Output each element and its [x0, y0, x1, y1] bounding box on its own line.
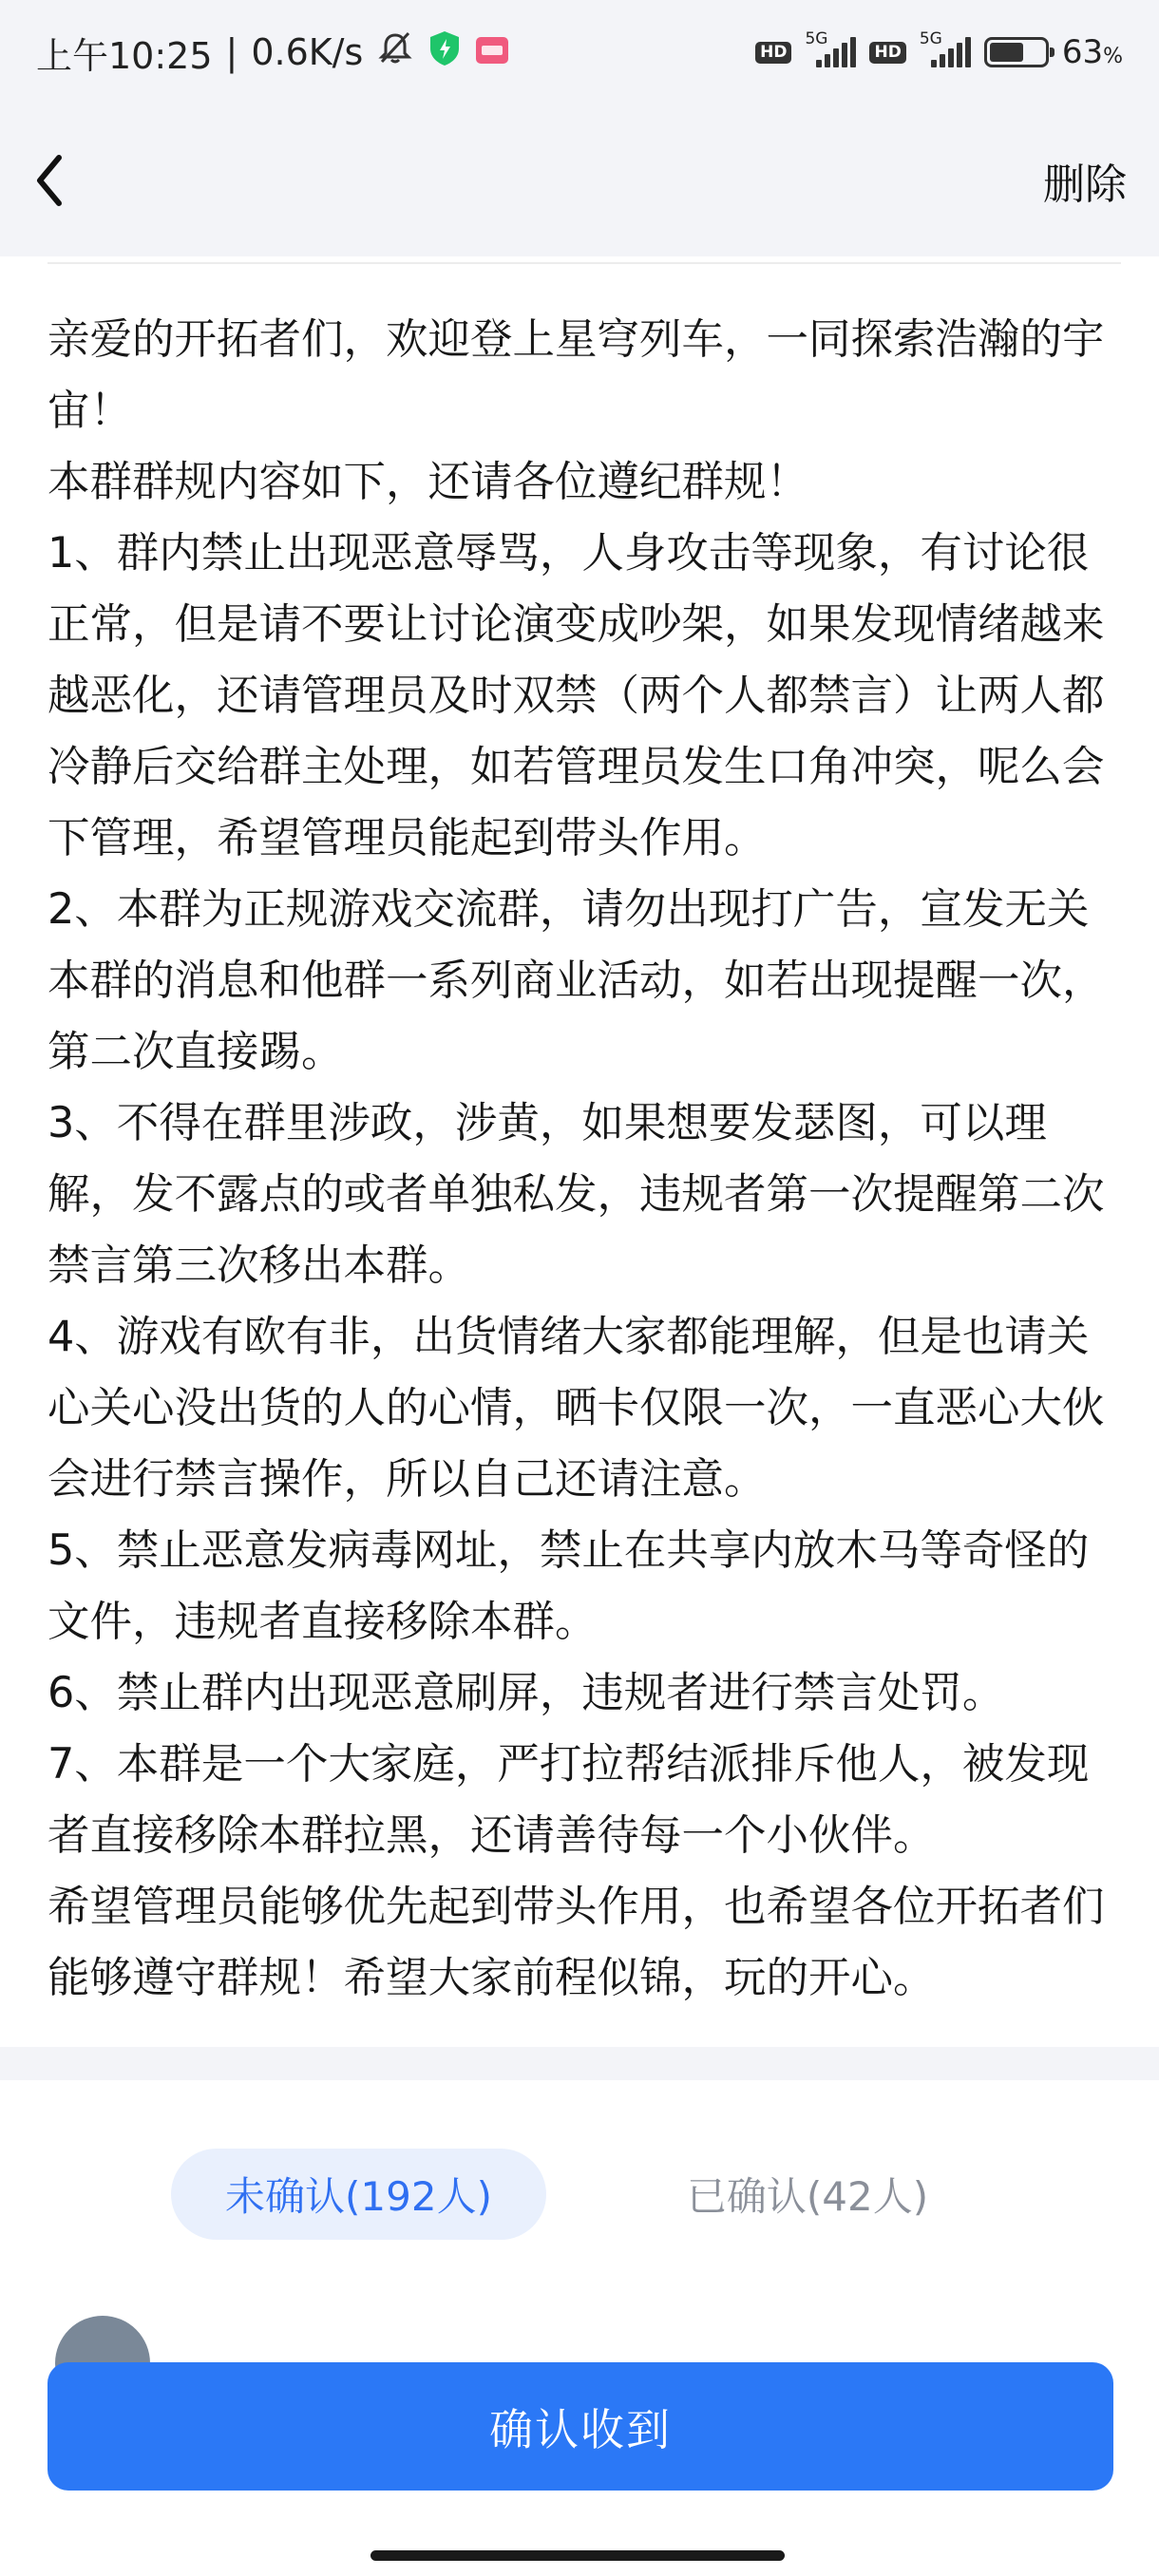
network-type: 5G [919, 29, 942, 48]
hd-badge: HD [869, 42, 905, 64]
hd-badge: HD [755, 42, 791, 64]
top-nav-bar [0, 104, 1159, 256]
tab-confirmed[interactable]: 已确认(42人) [686, 2173, 929, 2220]
chevron-left-icon [30, 152, 68, 209]
network-speed: 0.6K/s [251, 31, 364, 73]
status-bar [0, 0, 1159, 104]
app-badge-icon [475, 31, 509, 73]
clock-time: 上午10:25 [36, 34, 213, 77]
shield-check-icon [428, 29, 462, 76]
tab-unconfirmed[interactable]: 未确认(192人) [171, 2149, 546, 2240]
confirmation-tabs [0, 2149, 1159, 2240]
signal-icon [919, 29, 971, 69]
divider [48, 262, 1121, 264]
network-type: 5G [805, 29, 828, 48]
battery-percent: 63% [1061, 33, 1123, 71]
battery-fill [990, 43, 1023, 62]
delete-button[interactable]: 删除 [1043, 161, 1127, 209]
status-bar-left [36, 27, 509, 79]
signal-icon [805, 29, 856, 69]
back-button[interactable] [21, 142, 78, 218]
battery-icon [984, 37, 1049, 67]
confirm-receipt-button[interactable]: 确认收到 [48, 2362, 1113, 2491]
status-bar-right [755, 29, 1123, 71]
mute-bell-icon [376, 29, 414, 76]
notice-content-card [0, 256, 1159, 2047]
status-separator: | [225, 31, 238, 73]
confirmation-panel [0, 2080, 1159, 2576]
home-indicator[interactable] [370, 2550, 785, 2561]
notice-body-text: 亲爱的开拓者们，欢迎登上星穹列车，一同探索浩瀚的宇宙！ 本群群规内容如下，还请各位遵纪群规！ 1、群内禁止出现恶意辱骂，人身攻击等现象，有讨论很正常，但是请不要让讨论演变成吵架，如果发现情绪越来越恶化，还请管理员及时双禁（两个人都禁言）让两人都冷静后交给群主处理，如若管理员发生口角冲突，呢么会下管理，希望管理员能起到带头作用。 2、本群为正规游戏交流群，请勿出现打广告，宣发无关本群的消息和他群一系列商业活动，如若出现提醒一次，第二次直接踢。 3、不得在群里涉政，涉黄，如果想要发瑟图，可以理解，发不露点的或者单独私发，违规者第一次提醒第二次禁言第三次移出本群。 4、游戏有欧有非，出货情绪大家都能理解，但是也请关心关心没出货的人的心情，晒卡仅限一次，一直恶心大伙会进行禁言操作，所以自己还请注意。 5、禁止恶意发病毒网址，禁止在共享内放木马等奇怪的文件，违规者直接移除本群。 6、禁止群内出现恶意刷屏，违规者进行禁言处罚。 7、本群是一个大家庭，严打拉帮结派排斥他人，被发现者直接移除本群拉黑，还请善待每一个小伙伴。 希望管理员能够优先起到带头作用，也希望各位开拓者们能够遵守群规！希望大家前程似锦，玩的开心。 [48, 315, 1105, 2002]
